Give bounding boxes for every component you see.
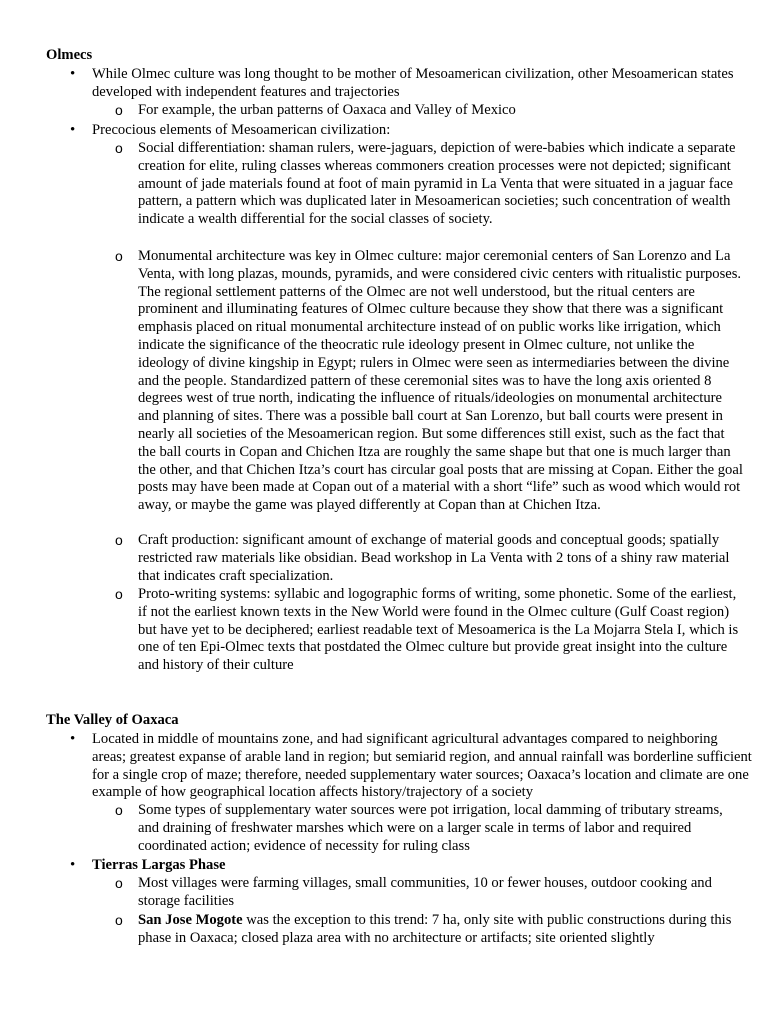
sub-list-item bbox=[115, 140, 744, 229]
sub-list-item-text: Social differentiation: shaman rulers, were-jaguars, depiction of were-babies which indicate a separate creation for elite, ruling classes whereas commoners creation processes were not depicted; significant amount of jade materials found at foot of main pyramid in La Venta that were situated in a jaguar face pattern, a pattern which was duplicated later in Mesoamerican societies; such concentration of wealth indicate a wealth differential for the social classes of society. bbox=[138, 140, 736, 228]
sub-list-item-text: Craft production: significant amount of exchange of material goods and conceptual goods; spatially restricted raw materials like obsidian. Bead workshop in La Venta with 2 tons of a shiny raw material that indicates craft specialization. bbox=[138, 532, 730, 584]
section-heading-olmecs: Olmecs bbox=[46, 47, 93, 63]
sub-list-item bbox=[115, 248, 744, 515]
list-item bbox=[70, 66, 752, 102]
bullet-circle: o bbox=[115, 802, 123, 818]
list-item-text-bold: Tierras Largas Phase bbox=[92, 857, 226, 873]
sub-list-item-text: Most villages were farming villages, small communities, 10 or fewer houses, outdoor cooking and storage facilities bbox=[138, 875, 712, 909]
list-item bbox=[70, 122, 752, 140]
sub-list-item bbox=[115, 532, 744, 585]
list-item bbox=[70, 731, 752, 802]
sub-list-item bbox=[115, 875, 744, 911]
list-item-text: While Olmec culture was long thought to be mother of Mesoamerican civilization, other Mesoamerican states developed with independent features and trajectories bbox=[92, 66, 734, 100]
bullet-disc: • bbox=[70, 857, 76, 873]
list-item-text: Located in middle of mountains zone, and had significant agricultural advantages compared to neighboring areas; greatest expanse of arable land in region; but semiarid region, and annual rainfall was borderline sufficient for a single crop of maze; therefore, needed supplementary water sources; Oaxaca’s location and climate are one example of how geographical location affects history/trajectory of a society bbox=[92, 731, 752, 801]
sub-list-item-text: was the exception to this trend: 7 ha, only site with public constructions during this phase in Oaxaca; closed plaza area with no architecture or artifacts; site oriented slightly bbox=[138, 912, 732, 946]
bullet-circle: o bbox=[115, 912, 123, 928]
bullet-circle: o bbox=[115, 586, 123, 602]
sub-list-item bbox=[115, 802, 744, 855]
bullet-disc: • bbox=[70, 66, 76, 82]
bullet-circle: o bbox=[115, 248, 123, 264]
bullet-disc: • bbox=[70, 122, 76, 138]
sub-list-item bbox=[115, 912, 744, 948]
bullet-circle: o bbox=[115, 140, 123, 156]
sub-list-item-text: Some types of supplementary water sources were pot irrigation, local damming of tributary streams, and draining of freshwater marshes which were on a larger scale in terms of labor and required coordinated action; evidence of necessity for ruling class bbox=[138, 802, 723, 854]
list-item-text: Precocious elements of Mesoamerican civilization: bbox=[92, 122, 391, 138]
sub-list-item-text: Monumental architecture was key in Olmec culture: major ceremonial centers of San Lorenzo and La Venta, with long plazas, mounds, pyramids, and were considered civic centers with ritualistic purposes. The regional settlement patterns of the Olmec are not well understood, but the ritual centers are prominent and illuminating features of Olmec culture because they show that there was a significant emphasis placed on ritual monumental architecture instead of on public works like irrigation, which indicate the significance of the theocratic rule ideology present in Olmec culture, not unlike the ideology of divine kingship in Egypt; rulers in Olmec were seen as intermediaries between the divine and the people. Standardized pattern of these ceremonial sites was to have the long axis oriented 8 degrees west of true north, indicating the influence of rituals/ideologies on monumental architecture and planning of sites. There was a possible ball court at San Lorenzo, but ball courts were present in nearly all societies of the Mesoamerican region. But some differences still exist, such as the fact that the ball courts in Copan and Chichen Itza are roughly the same shape but that one is much larger than the other, and that Chichen Itza’s court has circular goal posts that are missing at Copan. Either the goal posts may have been made at Copan out of a material with a short “life” such as wood which would rot away, or maybe the game was played differently at Copan than at Chichen Itza. bbox=[138, 248, 743, 514]
bullet-circle: o bbox=[115, 102, 123, 118]
sub-list-item bbox=[115, 586, 744, 675]
bullet-circle: o bbox=[115, 875, 123, 891]
bullet-circle: o bbox=[115, 532, 123, 548]
section-heading-oaxaca: The Valley of Oaxaca bbox=[46, 712, 179, 728]
site-name-bold: San Jose Mogote bbox=[138, 912, 243, 928]
sub-list-item-text: Proto-writing systems: syllabic and logographic forms of writing, some phonetic. Some of the earliest, if not the earliest known texts in the New World were found in the Olmec culture (Gulf Coast region) but have yet to be deciphered; earliest readable text of Mesoamerica is the La Mojarra Stela I, which is one of ten Epi-Olmec texts that postdated the Olmec culture but provide great insight into the culture and history of their culture bbox=[138, 586, 739, 674]
bullet-disc: • bbox=[70, 731, 76, 747]
list-item bbox=[70, 857, 752, 875]
sub-list-item bbox=[115, 102, 744, 120]
sub-list-item-text: For example, the urban patterns of Oaxaca and Valley of Mexico bbox=[138, 102, 516, 118]
